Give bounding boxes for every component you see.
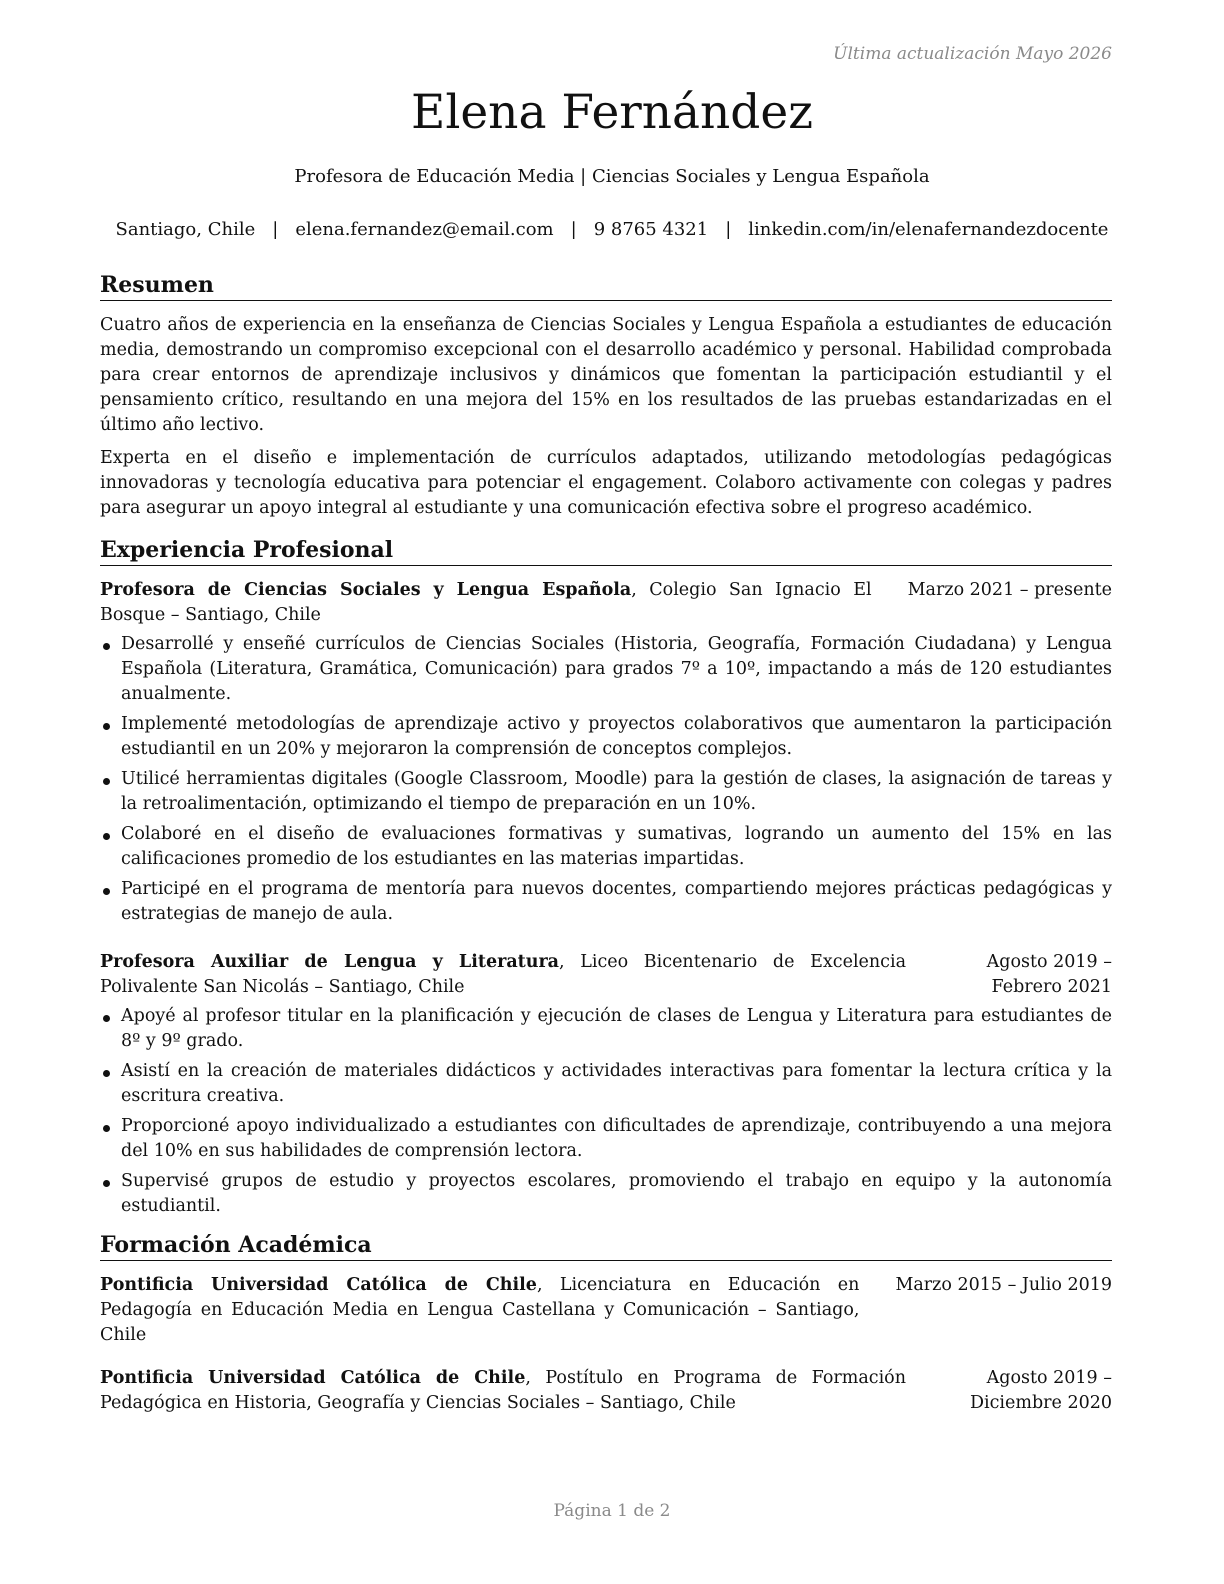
bullet-text: Implementé metodologías de aprendizaje activo y proyectos colaborativos que aumentaron la participación estudiantil en un 20% y mejoraron la comprensión de conceptos complejos. [121, 714, 1112, 759]
job-heading [100, 578, 872, 628]
candidate-title: Profesora de Educación Media | Ciencias Sociales y Lengua Española [294, 166, 930, 187]
job-date: Agosto 2019 – Febrero 2021 [986, 952, 1112, 997]
job-header [100, 950, 1112, 1000]
education-entry [100, 1366, 1112, 1416]
job-place: , Colegio San Ignacio El Bosque – Santiago, Chile [100, 580, 872, 625]
contact-phone: 9 8765 4321 [593, 219, 709, 240]
education-school: Pontificia Universidad Católica de Chile [100, 1275, 537, 1295]
section-title-education: Formación Académica [100, 1230, 1112, 1261]
job-bullets [100, 632, 1112, 927]
contact-line [0, 219, 1224, 240]
bullet-icon [103, 643, 110, 650]
bullet-icon [103, 723, 110, 730]
education-school: Pontificia Universidad Católica de Chile [100, 1368, 526, 1388]
candidate-name: Elena Fernández [411, 85, 813, 140]
summary-paragraph: Cuatro años de experiencia en la enseñanza de Ciencias Sociales y Lengua Española a estudiantes de educación media, demostrando un compromiso excepcional con el desarrollo académico y personal. Habilidad comprobada para crear entornos de aprendizaje inclusivos y dinámicos que fomentan la participación estudiantil y el pensamiento crítico, resultando en una mejora del 15% en los resultados de las pruebas estandarizadas en el último año lectivo. [100, 315, 1112, 435]
bullet-text: Utilicé herramientas digitales (Google Classroom, Moodle) para la gestión de clases, la asignación de tareas y la retroalimentación, optimizando el tiempo de preparación en un 10%. [121, 769, 1112, 814]
contact-location: Santiago, Chile [115, 219, 256, 240]
job-bullets [100, 1004, 1112, 1219]
contact-email[interactable]: elena.fernandez@email.com [295, 219, 554, 240]
education-detail: , Postítulo en Programa de Formación Pedagógica en Historia, Geografía y Ciencias Sociales – Santiago, Chile [100, 1368, 906, 1413]
education-date: Marzo 2015 – Julio 2019 [895, 1275, 1112, 1295]
bullet-text: Apoyé al profesor titular en la planificación y ejecución de clases de Lengua y Literatura para estudiantes de 8º y 9º grado. [121, 1006, 1112, 1051]
job-place: , Liceo Bicentenario de Excelencia Polivalente San Nicolás – Santiago, Chile [100, 952, 906, 997]
list-item [100, 632, 1112, 707]
education-detail: , Licenciatura en Educación en Pedagogía en Educación Media en Lengua Castellana y Comunicación – Santiago, Chile [100, 1275, 860, 1345]
job-header [100, 578, 1112, 628]
education-entry [100, 1273, 1112, 1348]
resume-content [100, 270, 1112, 1416]
contact-linkedin[interactable]: linkedin.com/in/elenafernandezdocente [748, 219, 1109, 240]
contact-separator: | [570, 219, 577, 240]
bullet-icon [103, 1070, 110, 1077]
bullet-text: Desarrollé y enseñé currículos de Ciencias Sociales (Historia, Geografía, Formación Ciudadana) y Lengua Española (Literatura, Gramática, Comunicación) para grados 7º a 10º, impactando a más de 120 estudiantes anualmente. [121, 634, 1112, 704]
bullet-text: Proporcioné apoyo individualizado a estudiantes con dificultades de aprendizaje, contribuyendo a una mejora del 10% en sus habilidades de comprensión lectora. [121, 1116, 1112, 1161]
bullet-text: Supervisé grupos de estudio y proyectos escolares, promoviendo el trabajo en equipo y la autonomía estudiantil. [121, 1171, 1112, 1216]
contact-separator: | [272, 219, 279, 240]
job-heading [100, 950, 906, 1000]
job-entry [100, 950, 1112, 1219]
job-role: Profesora de Ciencias Sociales y Lengua Española [100, 580, 632, 600]
list-item [100, 1169, 1112, 1219]
list-item [100, 1114, 1112, 1164]
summary-paragraph: Experta en el diseño e implementación de currículos adaptados, utilizando metodologías pedagógicas innovadoras y tecnología educativa para potenciar el engagement. Colaboro activamente con colegas y padres para asegurar un apoyo integral al estudiante y una comunicación efectiva sobre el progreso académico. [100, 448, 1112, 518]
section-title-experience: Experiencia Profesional [100, 535, 1112, 566]
section-title-summary: Resumen [100, 270, 1112, 301]
list-item [100, 1059, 1112, 1109]
contact-separator: | [725, 219, 732, 240]
page-number: Página 1 de 2 [553, 1501, 671, 1521]
education-date: Agosto 2019 – Diciembre 2020 [970, 1368, 1112, 1413]
bullet-icon [103, 1180, 110, 1187]
list-item [100, 767, 1112, 817]
job-entry [100, 578, 1112, 927]
bullet-text: Participé en el programa de mentoría para nuevos docentes, compartiendo mejores prácticas pedagógicas y estrategias de manejo de aula. [121, 879, 1112, 924]
bullet-icon [103, 1015, 110, 1022]
education-heading [100, 1366, 906, 1416]
job-role: Profesora Auxiliar de Lengua y Literatura [100, 952, 560, 972]
list-item [100, 1004, 1112, 1054]
bullet-text: Colaboré en el diseño de evaluaciones formativas y sumativas, logrando un aumento del 15% en las calificaciones promedio de los estudiantes en las materias impartidas. [121, 824, 1112, 869]
bullet-icon [103, 778, 110, 785]
job-date: Marzo 2021 – presente [907, 580, 1112, 600]
bullet-text: Asistí en la creación de materiales didácticos y actividades interactivas para fomentar la lectura crítica y la escritura creativa. [121, 1061, 1112, 1106]
list-item [100, 822, 1112, 872]
education-heading [100, 1273, 859, 1348]
bullet-icon [103, 833, 110, 840]
bullet-icon [103, 1125, 110, 1132]
last-updated: Última actualización Mayo 2026 [833, 44, 1112, 64]
list-item [100, 877, 1112, 927]
list-item [100, 712, 1112, 762]
bullet-icon [103, 888, 110, 895]
